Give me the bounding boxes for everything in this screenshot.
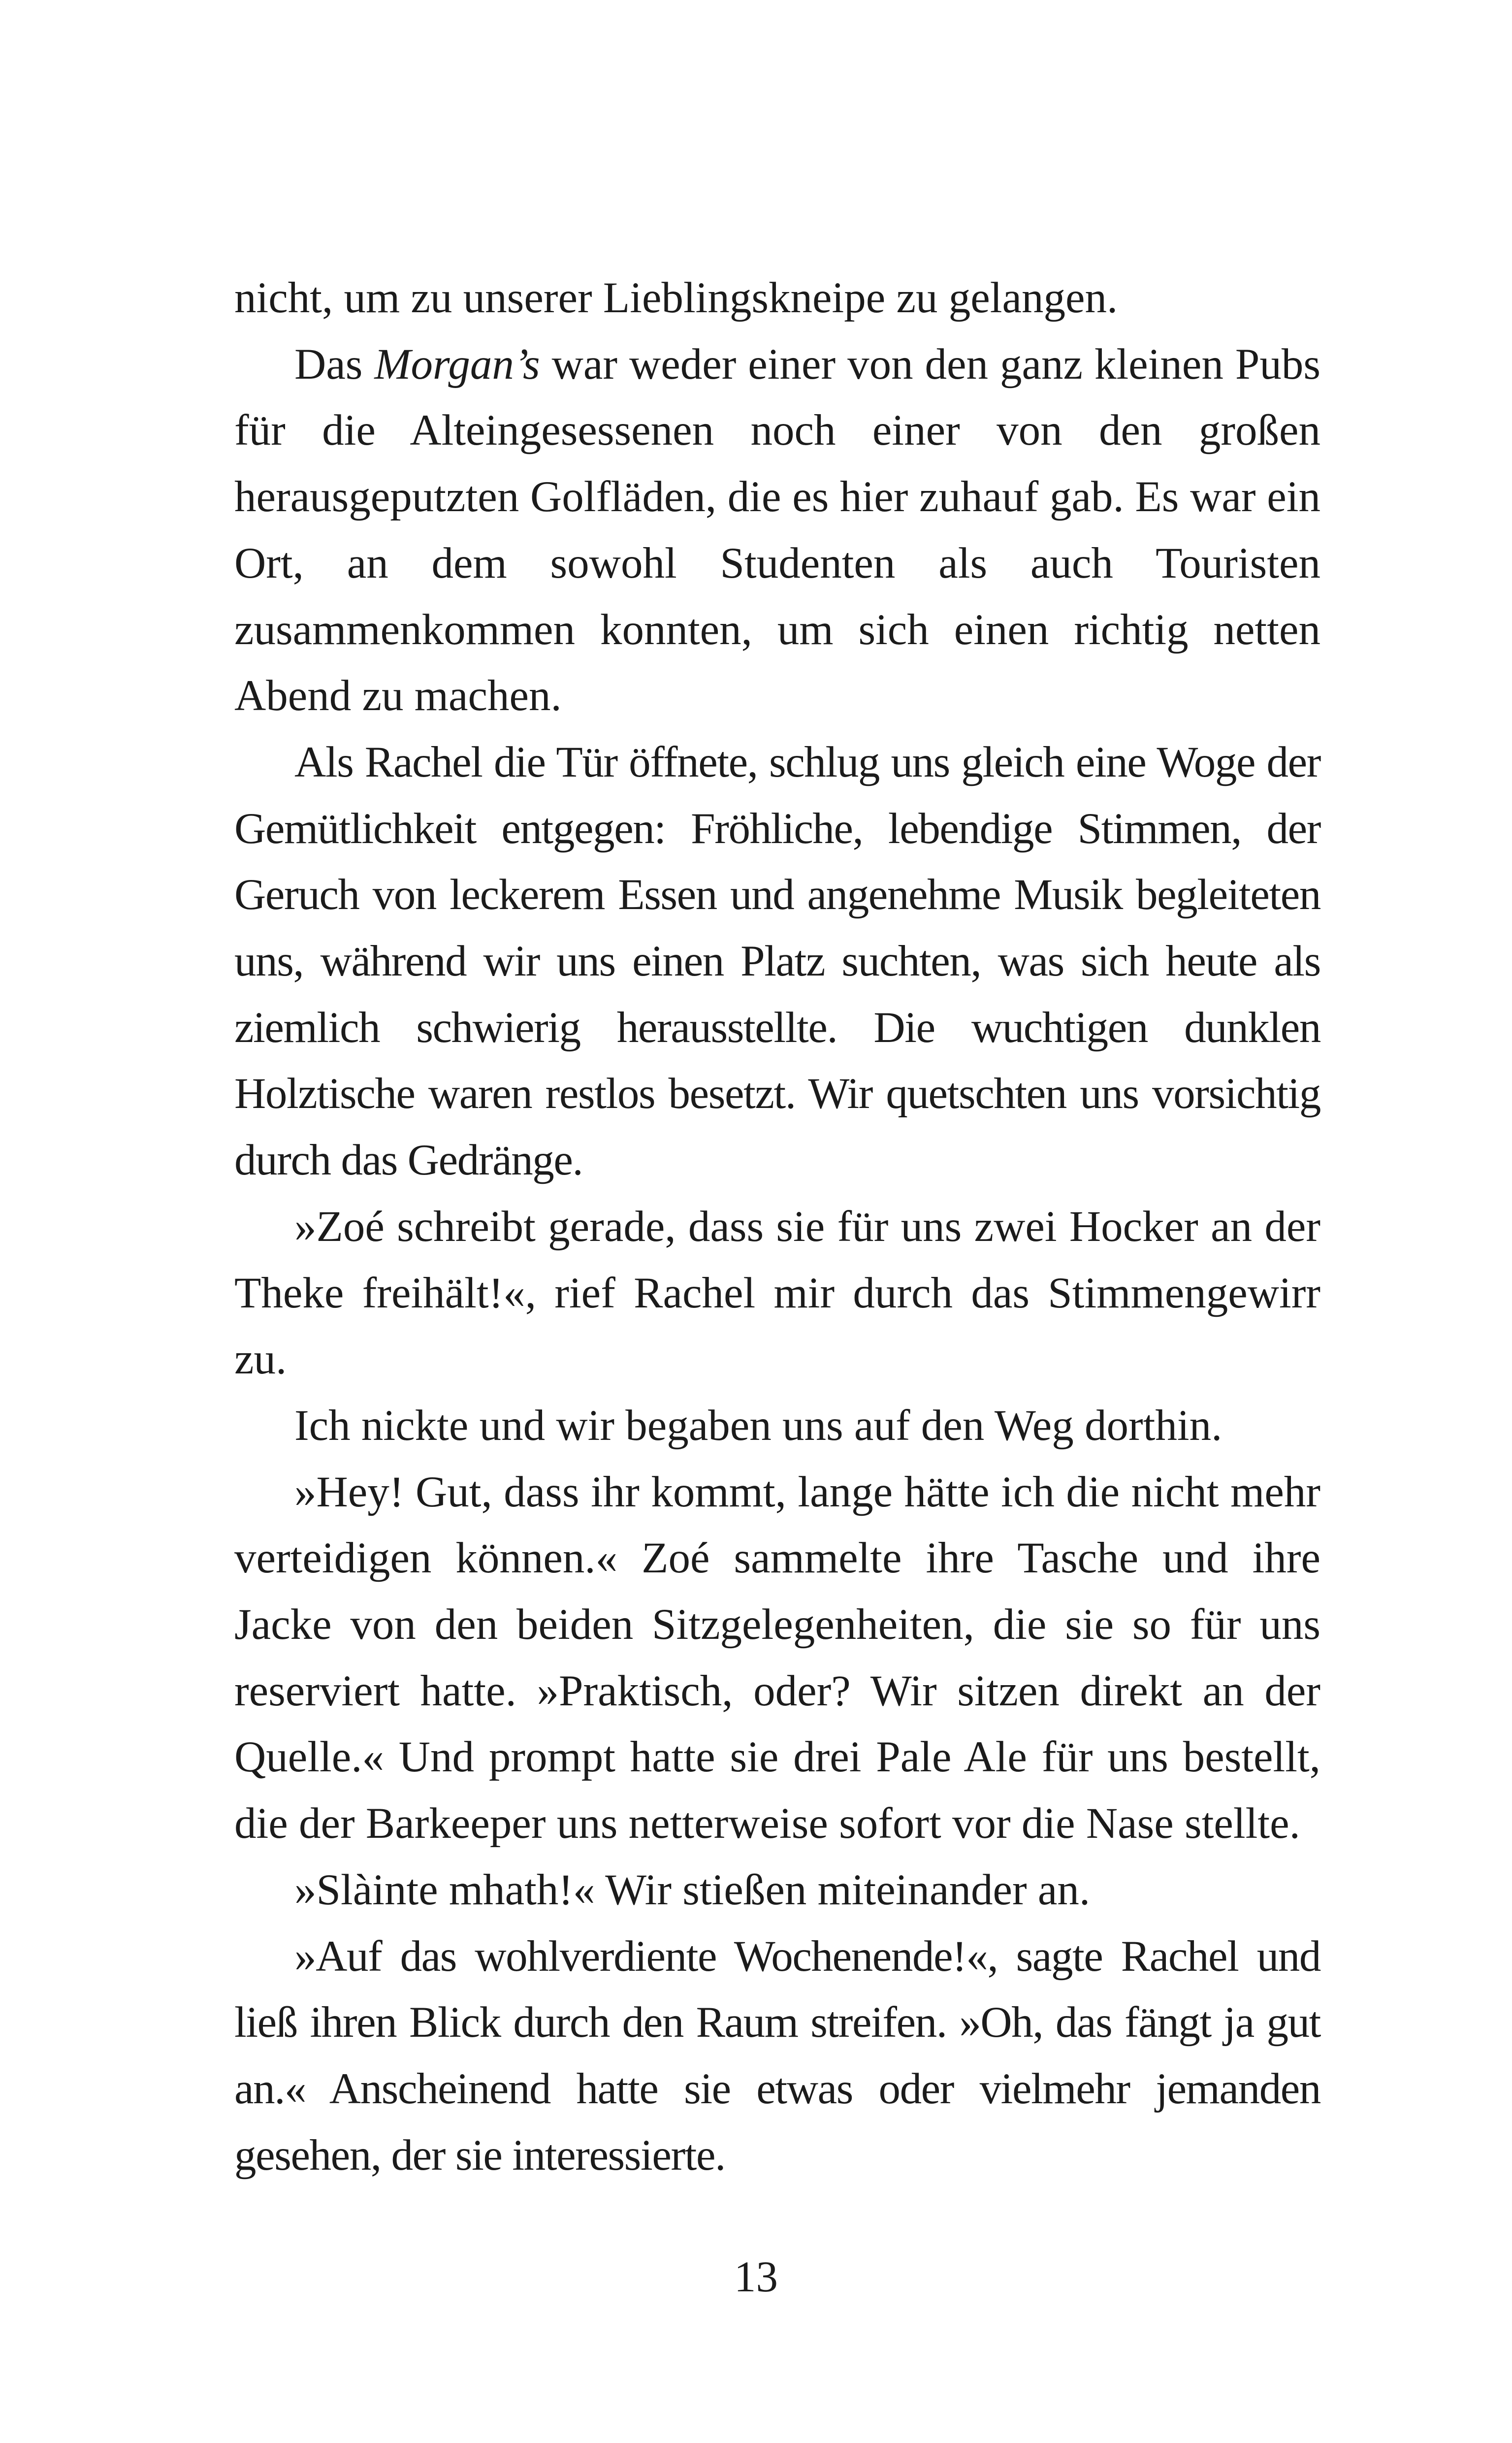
paragraph-text-after-italic: war weder einer von den ganz kleinen Pubs für die Alteingesessenen noch einer von den großen herausgeputzten Golfläden, die es hier zuhauf gab. Es war ein Ort, an dem sowohl Studenten als auch Touristen zusammenkommen konnten, um sich einen richtig netten Abend zu machen.	[234, 340, 1320, 720]
paragraph-toast: »Slàinte mhath!« Wir stießen miteinander an.	[294, 1865, 1091, 1914]
paragraph-morgans-description	[234, 331, 1320, 729]
pub-name-italic: Morgan’s	[374, 340, 540, 389]
paragraph-continuation: nicht, um zu unserer Lieblingskneipe zu gelangen.	[234, 274, 1118, 322]
paragraph-entering-pub: Als Rachel die Tür öffnete, schlug uns gleich eine Woge der Gemütlichkeit entgegen: Fröhliche, lebendige Stimmen, der Geruch von leckerem Essen und angenehme Musik begleiteten uns, während wir uns einen Platz suchten, was sich heute als ziemlich schwierig herausstellte. Die wuchtigen dunklen Holztische waren restlos besetzt. Wir quetschten uns vorsichtig durch das Gedränge.	[234, 738, 1320, 1185]
paragraph-weekend: »Auf das wohlverdiente Wochenende!«, sagte Rachel und ließ ihren Blick durch den Raum streifen. »Oh, das fängt ja gut an.« Anscheinend hatte sie etwas oder vielmehr jemanden gesehen, der sie interessierte.	[234, 1932, 1320, 2180]
paragraph-nod: Ich nickte und wir begaben uns auf den Weg dorthin.	[294, 1401, 1222, 1450]
body-text	[234, 265, 1320, 2188]
paragraph-text-before-italic: Das	[294, 340, 375, 389]
paragraph-zoe-message: »Zoé schreibt gerade, dass sie für uns zwei Hocker an der Theke freihält!«, rief Rachel mir durch das Stimmengewirr zu.	[234, 1202, 1320, 1384]
page-number: 13	[734, 2253, 778, 2301]
paragraph-zoe-greeting: »Hey! Gut, dass ihr kommt, lange hätte ich die nicht mehr verteidigen können.« Zoé sammelte ihre Tasche und ihre Jacke von den beiden Sitzgelegenheiten, die sie so für uns reserviert hatte. »Praktisch, oder? Wir sitzen direkt an der Quelle.« Und prompt hatte sie drei Pale Ale für uns bestellt, die der Barkeeper uns netterweise sofort vor die Nase stellte.	[234, 1467, 1320, 1848]
